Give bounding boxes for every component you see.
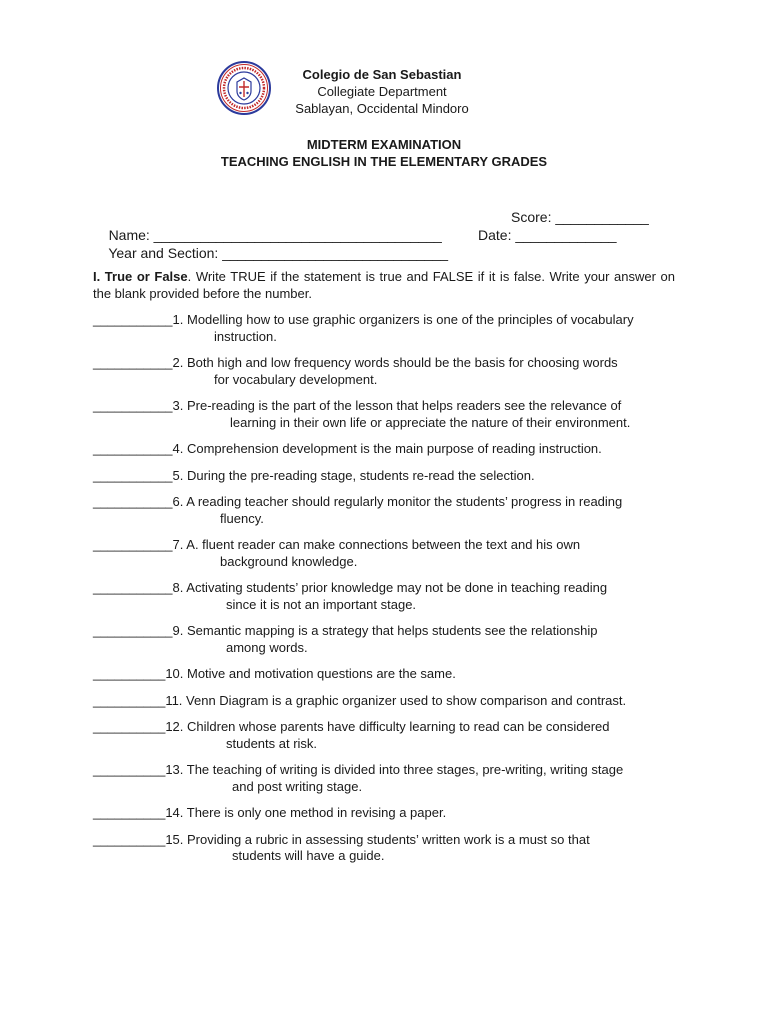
question-item [93, 441, 675, 458]
date-field[interactable]: Date: _____________ [478, 227, 617, 243]
instructions-text: . Write TRUE if the statement is true and FALSE if it is false. Write your answer on the blank provided before the number. [93, 269, 675, 301]
question-text-continued: instruction. [214, 328, 277, 344]
question-text: 4. Comprehension development is the main purpose of reading instruction. [172, 441, 602, 456]
exam-heading [0, 136, 768, 170]
question-text: 12. Children whose parents have difficulty learning to read can be considered [165, 719, 610, 734]
score-field[interactable]: Score: ____________ [511, 209, 649, 225]
question-text: 13. The teaching of writing is divided into three stages, pre-writing, writing stage [165, 762, 624, 777]
question-text: 1. Modelling how to use graphic organizers is one of the principles of vocabulary [172, 312, 634, 327]
question-text-continued: learning in their own life or appreciate the nature of their environment. [230, 414, 631, 430]
question-text-continued: for vocabulary development. [214, 371, 378, 387]
question-text: 6. A reading teacher should regularly monitor the students’ progress in reading [172, 494, 623, 509]
question-text: 14. There is only one method in revising a paper. [165, 805, 447, 820]
letterhead [272, 66, 492, 117]
department: Collegiate Department [317, 84, 447, 99]
question-item [93, 580, 675, 613]
answer-blank[interactable]: ___________ [93, 441, 173, 456]
question-text: 5. During the pre-reading stage, students re-read the selection. [172, 467, 535, 483]
question-item [93, 832, 675, 865]
answer-blank[interactable]: ___________ [93, 355, 173, 370]
year-section-field[interactable]: Year and Section: _____________________________ [108, 245, 449, 261]
answer-blank[interactable]: ___________ [93, 312, 173, 327]
answer-blank[interactable]: ___________ [93, 580, 173, 595]
answer-blank[interactable]: __________ [93, 831, 166, 847]
answer-blank[interactable]: __________ [93, 719, 166, 734]
question-item [93, 355, 675, 388]
exam-title: MIDTERM EXAMINATION [306, 137, 462, 152]
question-item [93, 398, 675, 431]
question-text-continued: students will have a guide. [232, 848, 385, 863]
question-text-continued: background knowledge. [220, 553, 358, 569]
question-text: 10. Motive and motivation questions are the same. [165, 666, 456, 681]
question-list [93, 312, 675, 875]
question-text: 15. Providing a rubric in assessing students’ written work is a must so that [165, 831, 590, 847]
section-heading: I. True or False [93, 269, 188, 284]
answer-blank[interactable]: ___________ [93, 467, 173, 483]
question-item [93, 805, 675, 822]
question-text-continued: and post writing stage. [232, 778, 363, 794]
question-item [93, 719, 675, 752]
section-instructions [93, 268, 675, 302]
question-text: 11. Venn Diagram is a graphic organizer used to show comparison and contrast. [165, 692, 627, 708]
question-item [93, 623, 675, 656]
question-item [93, 762, 675, 795]
answer-blank[interactable]: __________ [93, 692, 166, 708]
question-text-continued: students at risk. [226, 735, 318, 751]
question-item [93, 468, 675, 485]
question-text-continued: fluency. [220, 510, 264, 526]
question-item [93, 666, 675, 683]
school-address: Sablayan, Occidental Mindoro [295, 101, 469, 116]
question-item [93, 693, 675, 710]
school-name: Colegio de San Sebastian [302, 67, 462, 82]
question-text: 2. Both high and low frequency words should be the basis for choosing words [172, 355, 618, 370]
question-text: 8. Activating students’ prior knowledge may not be done in teaching reading [172, 580, 608, 595]
question-item [93, 312, 675, 345]
answer-blank[interactable]: ___________ [93, 623, 173, 638]
question-text-continued: since it is not an important stage. [226, 596, 417, 612]
question-text-continued: among words. [226, 639, 308, 655]
answer-blank[interactable]: ___________ [93, 494, 173, 509]
answer-blank[interactable]: __________ [93, 762, 166, 777]
question-item [93, 494, 675, 527]
answer-blank[interactable]: ___________ [93, 398, 173, 413]
question-text: 7. A. fluent reader can make connections between the text and his own [172, 537, 581, 552]
answer-blank[interactable]: __________ [93, 805, 166, 820]
answer-blank[interactable]: ___________ [93, 537, 173, 552]
question-item [93, 537, 675, 570]
answer-blank[interactable]: __________ [93, 666, 166, 681]
name-field[interactable]: Name: _____________________________________ [108, 227, 442, 243]
question-text: 9. Semantic mapping is a strategy that helps students see the relationship [172, 623, 598, 638]
school-seal-icon [216, 60, 272, 116]
question-text: 3. Pre-reading is the part of the lesson that helps readers see the relevance of [172, 398, 622, 413]
exam-subject: TEACHING ENGLISH IN THE ELEMENTARY GRADES [220, 154, 548, 169]
